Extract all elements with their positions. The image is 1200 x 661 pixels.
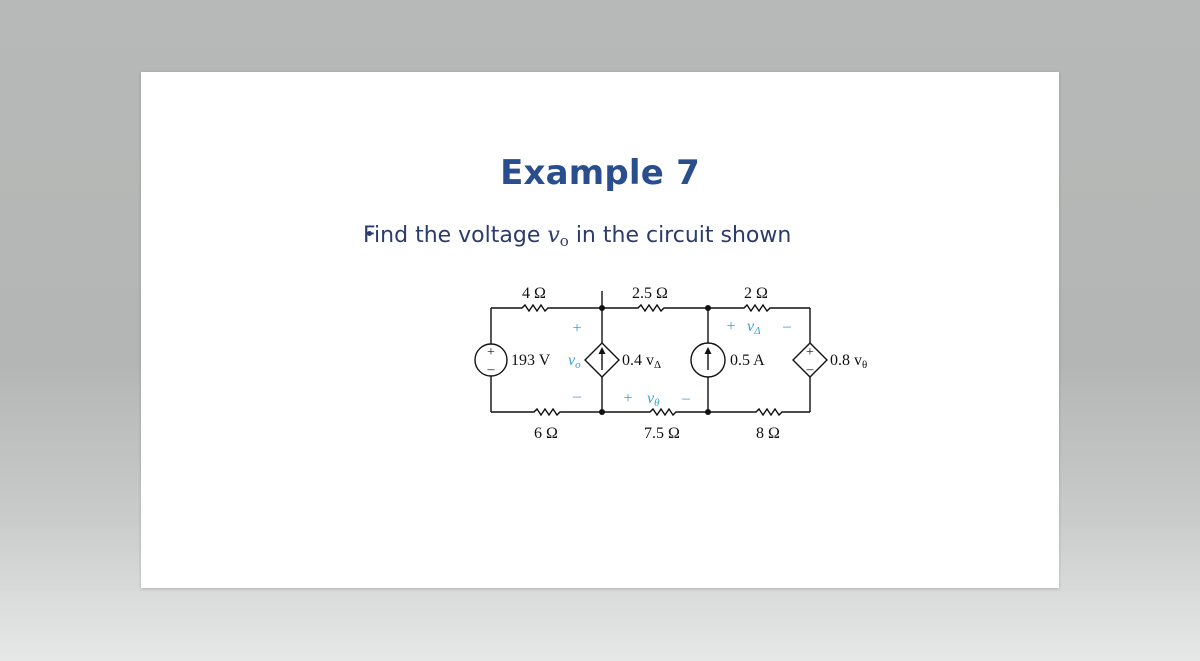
dependent-current-label-main: 0.4 v: [622, 352, 654, 369]
vo-plus: +: [572, 320, 582, 337]
resistor-label-2ohm: 2 Ω: [744, 285, 768, 302]
vo-label-main: v: [568, 352, 576, 369]
vdelta-label: [747, 318, 761, 337]
vdelta-plus: +: [726, 318, 736, 335]
resistor-label-8ohm: 8 Ω: [756, 425, 780, 442]
dependent-current-label: [622, 352, 661, 371]
node-bottom-1: [599, 409, 605, 415]
top-wire: [491, 305, 810, 311]
node-top-2: [705, 305, 711, 311]
vdelta-label-sub: Δ: [754, 325, 761, 337]
voltage-source-label: 193 V: [511, 352, 551, 369]
vtheta-plus: +: [623, 390, 633, 407]
resistor-label-7-5ohm: 7.5 Ω: [644, 425, 680, 442]
bottom-wire: [491, 409, 810, 415]
statement-text-before: Find the voltage: [363, 223, 548, 248]
statement-variable: v: [547, 223, 560, 248]
dependent-voltage-minus: –: [806, 362, 814, 377]
vtheta-label-sub: θ: [654, 397, 660, 409]
slide: [141, 72, 1059, 588]
current-source-label: 0.5 A: [730, 352, 765, 369]
dependent-voltage-plus: +: [806, 345, 814, 360]
statement-text-after: in the circuit shown: [568, 223, 792, 248]
resistor-label-2-5ohm: 2.5 Ω: [632, 285, 668, 302]
vtheta-minus: –: [682, 390, 690, 407]
vdelta-label-main: v: [747, 318, 755, 335]
circuit-diagram: [141, 72, 1059, 588]
statement-variable-subscript: o: [559, 232, 569, 250]
dependent-voltage-label: [830, 352, 867, 371]
voltage-source-plus: +: [487, 345, 495, 360]
voltage-source-minus: –: [487, 362, 495, 377]
resistor-label-4ohm: 4 Ω: [522, 285, 546, 302]
dependent-voltage-label-sub: θ: [862, 359, 868, 371]
node-bottom-2: [705, 409, 711, 415]
vdelta-minus: –: [783, 318, 791, 335]
vo-minus: –: [573, 388, 581, 405]
vo-label-sub: o: [575, 359, 581, 371]
vo-label: [568, 352, 581, 371]
dependent-voltage-label-main: 0.8 v: [830, 352, 862, 369]
dependent-current-arrowhead: [599, 347, 606, 354]
vtheta-label-main: v: [647, 390, 655, 407]
node-top-1: [599, 305, 605, 311]
resistor-label-6ohm: 6 Ω: [534, 425, 558, 442]
vtheta-label: [647, 390, 660, 409]
dependent-current-label-sub: Δ: [654, 359, 662, 371]
slide-title: Example 7: [500, 153, 700, 193]
current-source-arrowhead: [705, 347, 712, 354]
